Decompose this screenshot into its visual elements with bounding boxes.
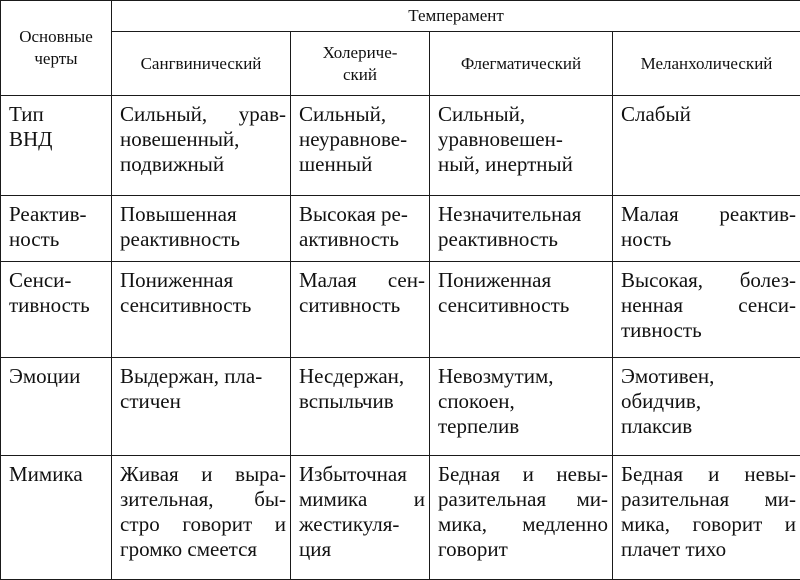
sanguine-cell [112, 456, 291, 580]
header-melancholic [613, 32, 800, 96]
cell-line: неуравнове- [299, 127, 425, 152]
trait-cell [1, 196, 112, 262]
cell-line: тивность [621, 318, 796, 343]
cell-line: Пониженная [438, 268, 608, 293]
cell-line: Сенси- [9, 268, 107, 293]
choleric-cell [291, 96, 430, 196]
cell-line: ситивность [299, 293, 425, 318]
sanguine-cell [112, 262, 291, 358]
cell-line: новешенный, [120, 127, 286, 152]
cell-line: вспыльчив [299, 389, 425, 414]
cell-line: ность [621, 227, 796, 252]
header-corner-line: Основные [1, 26, 111, 48]
cell-line: громко смеется [120, 537, 286, 562]
table-row [1, 456, 800, 580]
cell-line: сенситивность [438, 293, 608, 318]
cell-line: обидчив, [621, 389, 796, 414]
header-line: Флегматический [430, 53, 612, 75]
cell-line: Сильный, [299, 102, 425, 127]
header-line: Меланхолический [613, 53, 800, 75]
sanguine-cell [112, 358, 291, 456]
cell-line: ность [9, 227, 107, 252]
sanguine-cell [112, 196, 291, 262]
choleric-cell [291, 456, 430, 580]
melancholic-cell [613, 96, 800, 196]
cell-line: Малая реактив- [621, 202, 796, 227]
cell-line: реактивность [120, 227, 286, 252]
trait-cell [1, 262, 112, 358]
table-row [1, 358, 800, 456]
cell-line: Реактив- [9, 202, 107, 227]
phlegmatic-cell [430, 358, 613, 456]
cell-line: жестикуля- [299, 512, 425, 537]
choleric-cell [291, 196, 430, 262]
cell-line: Выдержан, пла- [120, 364, 286, 389]
cell-line: стро говорит и [120, 512, 286, 537]
cell-line: Эмотивен, [621, 364, 796, 389]
phlegmatic-cell [430, 262, 613, 358]
cell-line: ный, инертный [438, 152, 608, 177]
cell-line: Эмоции [9, 364, 107, 389]
cell-line: мимика и [299, 487, 425, 512]
cell-line: ВНД [9, 127, 107, 152]
cell-line: зительная, бы- [120, 487, 286, 512]
header-corner-line: черты [1, 48, 111, 70]
cell-line: говорит [438, 537, 608, 562]
table-row [1, 96, 800, 196]
cell-line: Бедная и невы- [438, 462, 608, 487]
cell-line: Малая сен- [299, 268, 425, 293]
cell-line: Незначительная [438, 202, 608, 227]
cell-line: Высокая ре- [299, 202, 425, 227]
cell-line: Избыточная [299, 462, 425, 487]
cell-line: разительная ми- [621, 487, 796, 512]
table-row [1, 196, 800, 262]
cell-line: тивность [9, 293, 107, 318]
header-temperament: Темперамент [112, 1, 800, 32]
header-sanguine [112, 32, 291, 96]
table-row [1, 262, 800, 358]
cell-line: Мимика [9, 462, 107, 487]
cell-line: Высокая, болез- [621, 268, 796, 293]
cell-line: мика, говорит и [621, 512, 796, 537]
cell-line: шенный [299, 152, 425, 177]
cell-line: уравновешен- [438, 127, 608, 152]
melancholic-cell [613, 262, 800, 358]
cell-line: спокоен, [438, 389, 608, 414]
cell-line: Пониженная [120, 268, 286, 293]
header-choleric [291, 32, 430, 96]
cell-line: подвижный [120, 152, 286, 177]
trait-cell [1, 96, 112, 196]
cell-line: активность [299, 227, 425, 252]
cell-line: ненная сенси- [621, 293, 796, 318]
cell-line: реактивность [438, 227, 608, 252]
melancholic-cell [613, 196, 800, 262]
cell-line: Повышенная [120, 202, 286, 227]
phlegmatic-cell [430, 196, 613, 262]
choleric-cell [291, 262, 430, 358]
cell-line: Невозмутим, [438, 364, 608, 389]
cell-line: разительная ми- [438, 487, 608, 512]
trait-cell [1, 456, 112, 580]
header-phlegmatic [430, 32, 613, 96]
cell-line: Тип [9, 102, 107, 127]
phlegmatic-cell [430, 456, 613, 580]
header-line: Сангвинический [112, 53, 290, 75]
phlegmatic-cell [430, 96, 613, 196]
cell-line: сенситивность [120, 293, 286, 318]
cell-line: Бедная и невы- [621, 462, 796, 487]
choleric-cell [291, 358, 430, 456]
cell-line: терпелив [438, 414, 608, 439]
melancholic-cell [613, 456, 800, 580]
sanguine-cell [112, 96, 291, 196]
header-line: Холеричe- [291, 42, 429, 64]
cell-line: ция [299, 537, 425, 562]
trait-cell [1, 358, 112, 456]
melancholic-cell [613, 358, 800, 456]
cell-line: стичен [120, 389, 286, 414]
cell-line: Несдержан, [299, 364, 425, 389]
cell-line: Сильный, урав- [120, 102, 286, 127]
cell-line: мика, медленно [438, 512, 608, 537]
cell-line: Живая и выра- [120, 462, 286, 487]
cell-line: Сильный, [438, 102, 608, 127]
header-corner [1, 1, 112, 96]
header-line: ский [291, 64, 429, 86]
cell-line: Слабый [621, 102, 796, 127]
cell-line: плачет тихо [621, 537, 796, 562]
cell-line: плаксив [621, 414, 796, 439]
